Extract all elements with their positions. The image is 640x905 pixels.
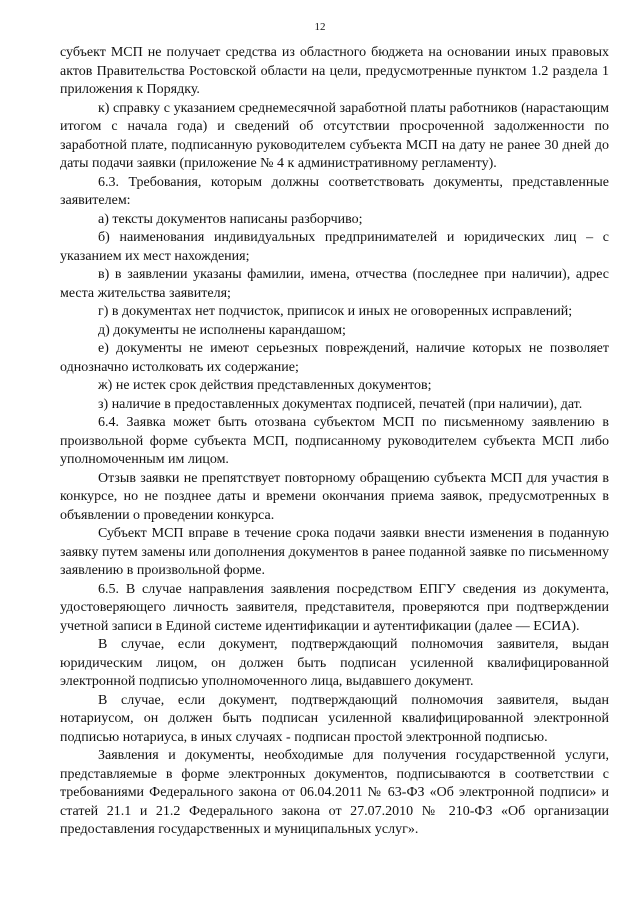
page-number: 12	[314, 21, 326, 33]
paragraph-item-g: г) в документах нет подчисток, приписок и иных не оговоренных исправлений;	[98, 304, 573, 319]
paragraph-item-z: з) наличие в предоставленных документах подписей, печатей (при наличии), дат.	[98, 396, 583, 412]
paragraph-section-6-4: 6.4. Заявка может быть отозвана субъектом МСП по письменному заявлению в произвольной форме субъекта МСП, подписанному руководителем субъекта МСП либо уполномоченным им лицом.	[60, 415, 609, 467]
paragraph-item-b: б) наименования индивидуальных предпринимателей и юридических лиц – с указанием их мест нахождения;	[60, 230, 609, 264]
paragraph-section-6-3: 6.3. Требования, которым должны соответствовать документы, представленные заявителем:	[60, 174, 609, 208]
paragraph-withdrawal: Отзыв заявки не препятствует повторному обращению субъекта МСП для участия в конкурсе, но не позднее даты и времени окончания приема заявок, предусмотренных в объявлении о проведении конкурса.	[60, 470, 609, 523]
paragraph-notary: В случае, если документ, подтверждающий полномочия заявителя, выдан нотариусом, он должен быть подписан усиленной квалифицированной электронной подписью нотариуса, в иных случаях - подписан простой электронной подписью.	[60, 692, 609, 745]
paragraph-continuation: субъект МСП не получает средства из областного бюджета на основании иных правовых актов Правительства Ростовской области на цели, предусмотренные пунктом 1.2 раздела 1 приложения к Порядку.	[60, 45, 609, 97]
paragraph-item-k: к) справку с указанием среднемесячной заработной платы работников (нарастающим итогом с начала года) и сведений об отсутствии просроченной задолженности по заработной плате, подписанную руководителем субъекта МСП на дату не ранее 30 дней до даты подачи заявки (приложение № 4 к административному регламенту).	[60, 100, 609, 171]
paragraph-item-v: в) в заявлении указаны фамилии, имена, отчества (последнее при наличии), адрес места жительства заявителя;	[60, 267, 609, 301]
paragraph-legal-entity: В случае, если документ, подтверждающий полномочия заявителя, выдан юридическим лицом, он должен быть подписан усиленной квалифицированной электронной подписью уполномоченного лица, выдавшего документ.	[60, 637, 609, 689]
paragraph-section-6-5: 6.5. В случае направления заявления посредством ЕПГУ сведения из документа, удостоверяющего личность заявителя, представителя, проверяются при подтверждении учетной записи в Единой системе идентификации и аутентификации (далее — ЕСИА).	[60, 581, 609, 634]
paragraph-item-d: д) документы не исполнены карандашом;	[98, 322, 346, 338]
paragraph-item-e: е) документы не имеют серьезных повреждений, наличие которых не позволяет однозначно истолковать их содержание;	[60, 341, 609, 375]
document-body	[60, 44, 609, 840]
paragraph-electronic-docs: Заявления и документы, необходимые для получения государственной услуги, представляемые в форме электронных документов, подписываются в соответствии с требованиями Федерального закона от 06.04.2011 № 63-ФЗ «Об электронной подписи» и статей 21.1 и 21.2 Федерального закона от 27.07.2010 № 210-ФЗ «Об организации предоставления государственных и муниципальных услуг».	[60, 748, 609, 837]
paragraph-item-a: а) тексты документов написаны разборчиво;	[98, 211, 363, 227]
paragraph-amendment: Субъект МСП вправе в течение срока подачи заявки внести изменения в поданную заявку путем замены или дополнения документов в ранее поданной заявке по письменному заявлению в произвольной форме.	[60, 526, 609, 578]
paragraph-item-zh: ж) не истек срок действия представленных документов;	[98, 378, 432, 393]
